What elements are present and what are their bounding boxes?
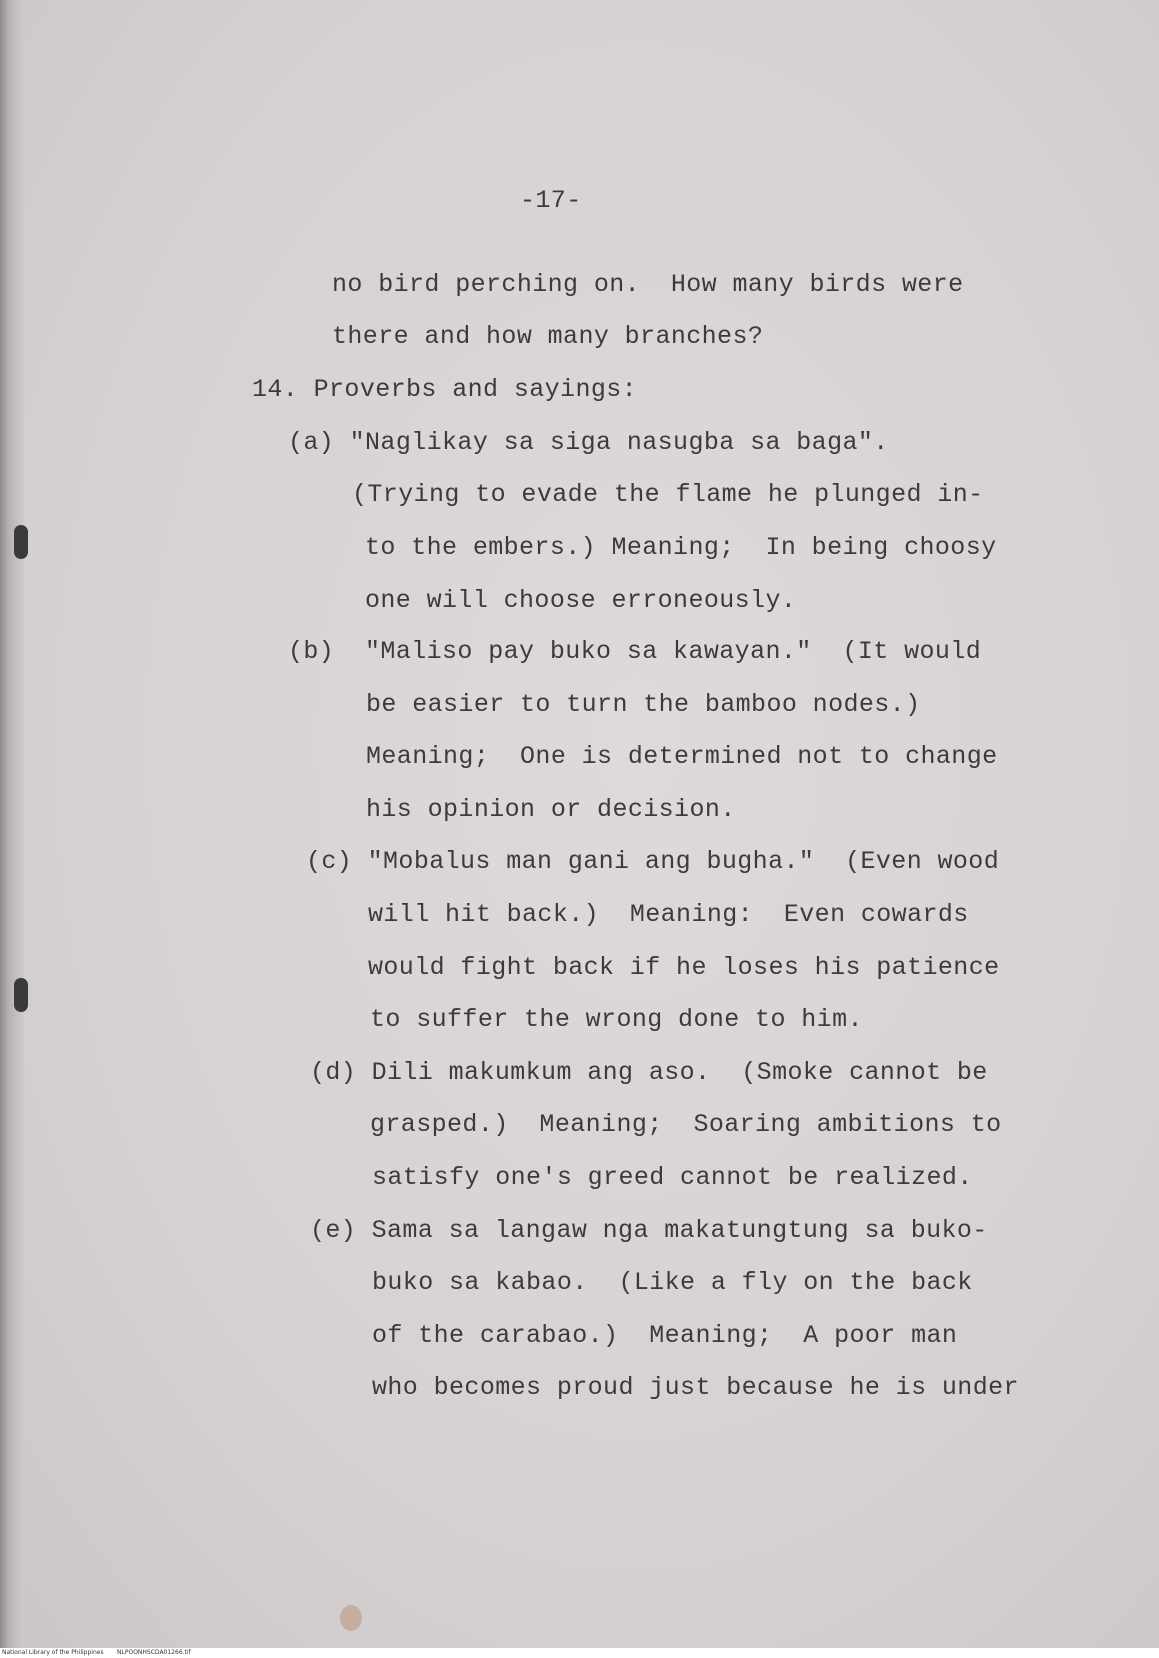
- proverb-a-line-2: (Trying to evade the flame he plunged in-: [352, 480, 984, 509]
- proverb-a-line-4: one will choose erroneously.: [365, 586, 797, 615]
- proverb-a-line-1: (a) "Naglikay sa siga nasugba sa baga".: [288, 428, 889, 457]
- proverb-d-line-2: grasped.) Meaning; Soaring ambitions to: [370, 1110, 1002, 1139]
- proverb-b-line-2: be easier to turn the bamboo nodes.): [366, 690, 921, 719]
- proverb-c-line-3: would fight back if he loses his patience: [368, 953, 1000, 982]
- scan-footer: [0, 1648, 1159, 1658]
- proverb-c-line-1: (c) "Mobalus man gani ang bugha." (Even wood: [306, 847, 1000, 876]
- proverb-e-line-3: of the carabao.) Meaning; A poor man: [372, 1321, 958, 1350]
- section-heading-14: 14. Proverbs and sayings:: [252, 375, 638, 404]
- proverb-b-line-1: (b) "Maliso pay buko sa kawayan." (It would: [288, 637, 982, 666]
- proverb-b-line-3: Meaning; One is determined not to change: [366, 742, 998, 771]
- paper-stain: [340, 1605, 362, 1631]
- binding-hole-icon: [14, 978, 28, 1012]
- proverb-b-line-4: his opinion or decision.: [366, 795, 736, 824]
- proverb-e-line-2: buko sa kabao. (Like a fly on the back: [372, 1268, 973, 1297]
- proverb-e-line-1: (e) Sama sa langaw nga makatungtung sa buko-: [310, 1216, 988, 1245]
- proverb-e-line-4: who becomes proud just because he is under: [372, 1373, 1019, 1402]
- text-line-2: there and how many branches?: [332, 322, 764, 351]
- proverb-a-line-3: to the embers.) Meaning; In being choosy: [365, 533, 997, 562]
- proverb-c-line-4: to suffer the wrong done to him.: [370, 1005, 863, 1034]
- footer-file-id: NLPOONHSCDA01266.tif: [117, 1649, 191, 1656]
- page-number: -17-: [520, 186, 582, 215]
- binding-hole-icon: [14, 525, 28, 559]
- footer-library: National Library of the Philippines: [2, 1649, 104, 1656]
- proverb-d-line-1: (d) Dili makumkum ang aso. (Smoke cannot be: [310, 1058, 988, 1087]
- proverb-d-line-3: satisfy one's greed cannot be realized.: [372, 1163, 973, 1192]
- page-binding-edge: [0, 0, 24, 1648]
- text-line-1: no bird perching on. How many birds were: [332, 270, 964, 299]
- proverb-c-line-2: will hit back.) Meaning: Even cowards: [368, 900, 969, 929]
